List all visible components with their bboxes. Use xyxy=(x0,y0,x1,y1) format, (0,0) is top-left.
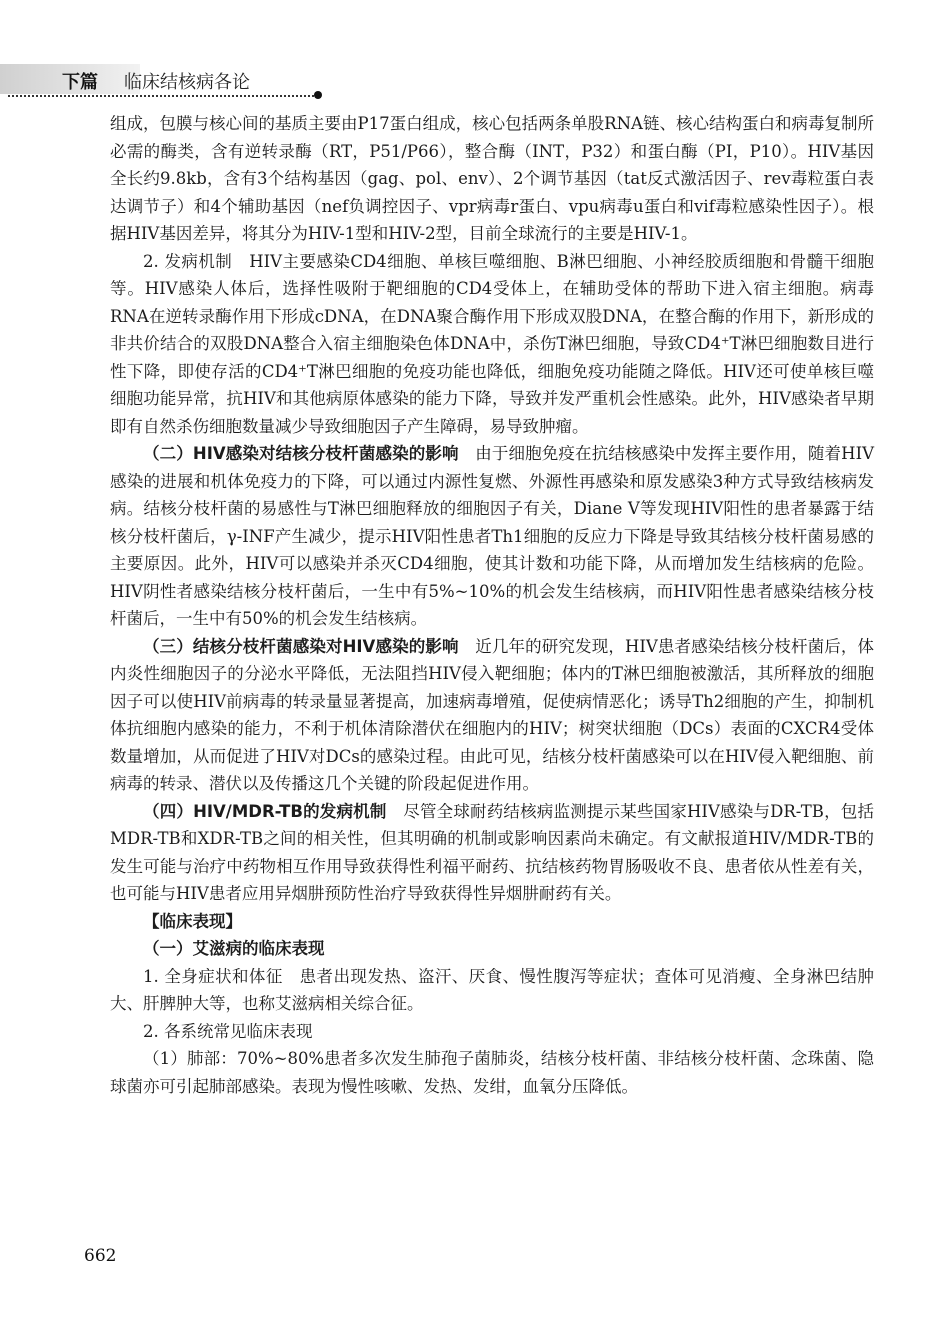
text-tb-on-hiv: 近几年的研究发现，HIV患者感染结核分枝杆菌后，体内炎性细胞因子的分泌水平降低，无法阻挡HIV侵入靶细胞；体内的T淋巴细胞被激活，其所释放的细胞因子可以使HIV前病毒的转录量显著提高，加速病毒增殖，促使病情恶化；诱导Th2细胞的产生，抑制机体抗细胞内感染的能力，不利于机体清除潜伏在细胞内的HIV；树突状细胞（DCs）表面的CXCR4受体数量增加，从而促进了HIV对DCs的感染过程。由此可见，结核分枝杆菌感染可以在HIV侵入靶细胞、前病毒的转录、潜伏以及传播这几个关键的阶段起促进作用。 xyxy=(110,636,875,793)
paragraph-mdr-tb xyxy=(110,798,874,908)
paragraph-tb-on-hiv xyxy=(110,633,874,798)
paragraph-hiv-on-tb xyxy=(110,440,874,633)
section-heading-clinical: 【临床表现】 xyxy=(143,911,242,931)
header-chapter-title: 临床结核病各论 xyxy=(124,72,250,93)
text-mdr-tb: 尽管全球耐药结核病监测提示某些国家HIV感染与DR-TB，包括MDR-TB和XDR-TB之间的相关性，但其明确的机制或影响因素尚未确定。有文献报道HIV/MDR-TB的发生可能与治疗中药物相互作用导致获得性利福平耐药、抗结核药物胃肠吸收不良、患者依从性差有关，也可能与HIV患者应用异烟肼预防性治疗导致获得性异烟肼耐药有关。 xyxy=(110,801,874,903)
text-hiv-on-tb: 由于细胞免疫在抗结核感染中发挥主要作用，随着HIV感染的进展和机体免疫力的下降，可以通过内源性复燃、外源性再感染和原发感染3种方式导致结核病发病。结核分枝杆菌的易感性与T淋巴细胞释放的细胞因子有关，Diane V等发现HIV阳性的患者暴露于结核分枝杆菌后，γ-INF产生减少，提示HIV阳性患者Th1细胞的反应力下降是导致其结核分枝杆菌易感的主要原因。此外，HIV可以感染并杀灭CD4细胞，使其计数和功能下降，从而增加发生结核病的危险。HIV阴性者感染结核分枝杆菌后，一生中有5%~10%的机会发生结核病，而HIV阳性患者感染结核分枝杆菌后，一生中有50%的机会发生结核病。 xyxy=(110,444,875,628)
paragraph-lung: （1）肺部：70%~80%患者多次发生肺孢子菌肺炎，结核分枝杆菌、非结核分枝杆菌、念珠菌、隐球菌亦可引起肺部感染。表现为慢性咳嗽、发热、发绀，血氧分压降低。 xyxy=(110,1049,874,1096)
paragraph-general-symptoms: 1. 全身症状和体征 患者出现发热、盗汗、厌食、慢性腹泻等症状；查体可见消瘦、全身淋巴结肿大、肝脾肿大等，也称艾滋病相关综合征。 xyxy=(110,966,874,1013)
running-header xyxy=(0,62,950,102)
header-dotted-rule xyxy=(8,95,318,97)
page-body xyxy=(110,110,874,1100)
heading-tb-on-hiv: （三）结核分枝杆菌感染对HIV感染的影响 xyxy=(143,636,459,656)
heading-mdr-tb: （四）HIV/MDR-TB的发病机制 xyxy=(143,801,387,821)
paragraph-system-manifestations: 2. 各系统常见临床表现 xyxy=(143,1021,313,1041)
paragraph-hiv-structure: 组成，包膜与核心间的基质主要由P17蛋白组成，核心包括两条单股RNA链、核心结构蛋白和病毒复制所必需的酶类，含有逆转录酶（RT，P51/P66），整合酶（INT，P32）和蛋白酶（PI，P10）。HIV基因全长约9.8kb，含有3个结构基因（gag、pol、env）、2个调节基因（tat反式激活因子、rev毒粒蛋白表达调节子）和4个辅助基因（nef负调控因子、vpr病毒r蛋白、vpu病毒u蛋白和vif毒粒感染性因子）。根据HIV基因差异，将其分为HIV-1型和HIV-2型，目前全球流行的主要是HIV-1。 xyxy=(110,114,874,243)
subheading-aids-clinical: （一）艾滋病的临床表现 xyxy=(143,939,325,958)
header-rule-dot xyxy=(314,91,322,99)
page-number: 662 xyxy=(84,1246,117,1266)
paragraph-pathogenesis: 2. 发病机制 HIV主要感染CD4细胞、单核巨噬细胞、B淋巴细胞、小神经胶质细胞和骨髓干细胞等。HIV感染人体后，选择性吸附于靶细胞的CD4受体上，在辅助受体的帮助下进入宿主细胞。病毒RNA在逆转录酶作用下形成cDNA，在DNA聚合酶作用下形成双股DNA，在整合酶的作用下，新形成的非共价结合的双股DNA整合入宿主细胞染色体DNA中，杀伤T淋巴细胞，导致CD4⁺T淋巴细胞数目进行性下降，即使存活的CD4⁺T淋巴细胞的免疫功能也降低，细胞免疫功能随之降低。HIV还可使单核巨噬细胞功能异常，抗HIV和其他病原体感染的能力下降，导致并发严重机会性感染。此外，HIV感染者早期即有自然杀伤细胞数量减少导致细胞因子产生障碍，易导致肿瘤。 xyxy=(110,251,874,436)
heading-hiv-on-tb: （二）HIV感染对结核分枝杆菌感染的影响 xyxy=(143,444,459,463)
header-part-label: 下篇 xyxy=(62,72,98,93)
